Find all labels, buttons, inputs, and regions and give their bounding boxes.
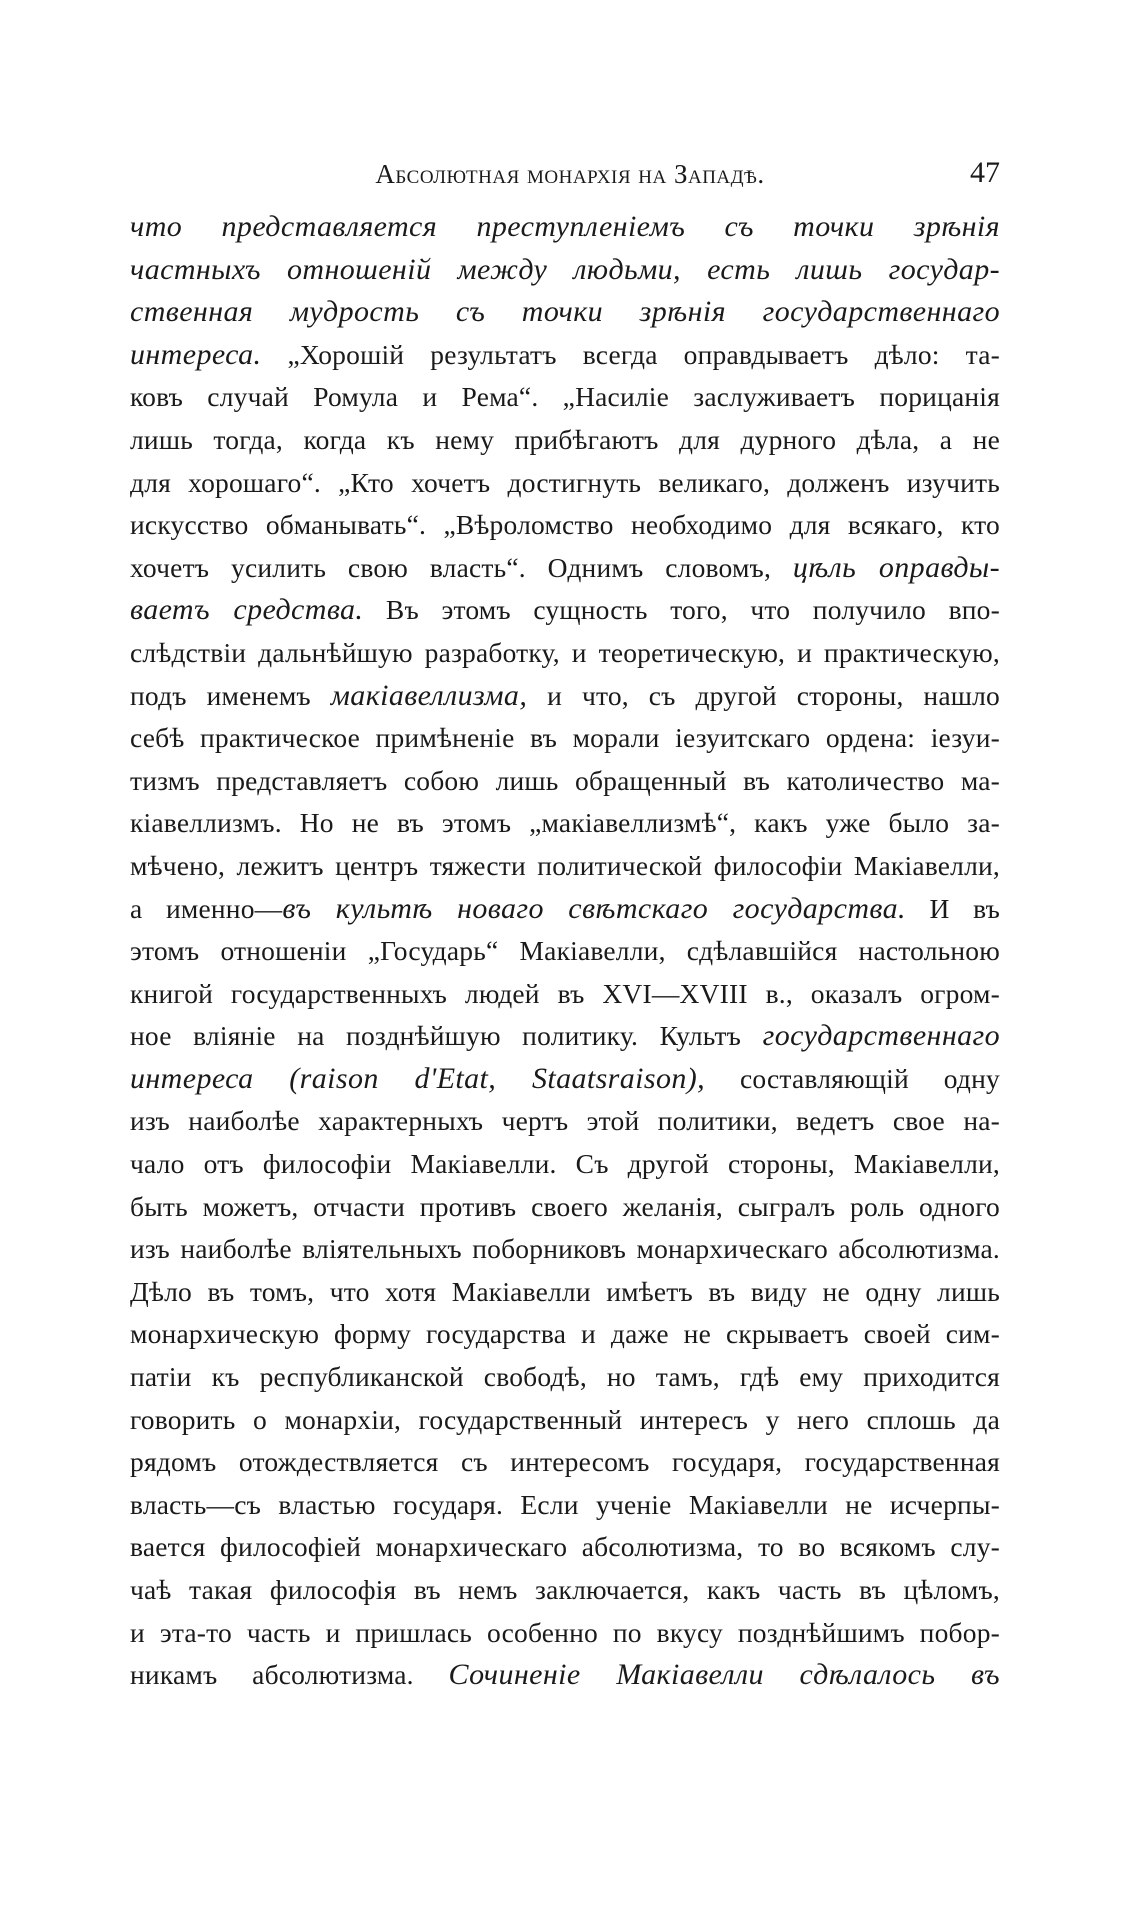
text-line bbox=[130, 291, 1000, 334]
text-line bbox=[130, 419, 1000, 462]
text-line bbox=[130, 930, 1000, 973]
body-text bbox=[130, 206, 1000, 1697]
text-line bbox=[130, 1612, 1000, 1655]
italic-segment: интереса (raison d'Etat, Staatsraison), bbox=[130, 1061, 706, 1095]
text-line bbox=[130, 1228, 1000, 1271]
text-segment: этомъ отношеніи „Государь“ Макіавелли, сдѣлавшійся настольною bbox=[130, 935, 1000, 967]
text-segment: и эта-то часть и пришлась особенно по вкусу позднѣйшимъ побор- bbox=[130, 1616, 1000, 1648]
text-segment: чаѣ такая философія въ немъ заключается, какъ часть въ цѣломъ, bbox=[130, 1574, 1000, 1605]
text-segment: монархическую форму государства и даже не скрываетъ своей сим- bbox=[130, 1318, 1000, 1350]
text-segment: вается философіей монархическаго абсолютизма, то во всякомъ слу- bbox=[130, 1531, 1000, 1563]
text-line bbox=[130, 462, 1000, 505]
text-segment: а именно— bbox=[130, 892, 283, 924]
text-line bbox=[130, 547, 1000, 590]
text-line bbox=[130, 802, 1000, 845]
text-segment: никамъ абсолютизма. bbox=[130, 1659, 449, 1691]
text-segment: ковъ случай Ромула и Рема“. „Насиліе заслуживаетъ порицанія bbox=[130, 381, 1000, 413]
italic-segment: что представляется преступленіемъ съ точки зрѣнія bbox=[130, 210, 1000, 243]
text-line bbox=[130, 1441, 1000, 1484]
text-segment: хочетъ усилить свою власть“. Однимъ словомъ, bbox=[130, 551, 793, 583]
text-line bbox=[130, 717, 1000, 760]
italic-segment: интереса. bbox=[130, 337, 262, 371]
text-line bbox=[130, 760, 1000, 803]
text-line bbox=[130, 1058, 1000, 1101]
text-line bbox=[130, 334, 1000, 377]
text-line bbox=[130, 206, 1000, 249]
text-segment: книгой государственныхъ людей въ XVI—XVIII в., оказалъ огром- bbox=[130, 977, 1000, 1009]
text-line bbox=[130, 1015, 1000, 1058]
text-line bbox=[130, 1356, 1000, 1399]
text-line bbox=[130, 1569, 1000, 1612]
text-line bbox=[130, 1143, 1000, 1186]
text-line bbox=[130, 845, 1000, 888]
text-segment: Дѣло въ томъ, что хотя Макіавелли имѣетъ въ виду не одну лишь bbox=[130, 1275, 1000, 1307]
text-line bbox=[130, 589, 1000, 632]
page-header bbox=[130, 150, 1000, 190]
text-segment: искусство обманывать“. „Вѣроломство необходимо для всякаго, кто bbox=[130, 509, 1000, 541]
page-number: 47 bbox=[970, 156, 1000, 189]
italic-segment: макіавеллизма, bbox=[330, 678, 528, 712]
italic-segment: Сочиненіе Макіавелли сдѣлалось въ bbox=[448, 1658, 1001, 1692]
text-segment: Въ этомъ сущность того, что получило впо- bbox=[363, 594, 1000, 626]
italic-segment: цѣль оправды- bbox=[792, 550, 1001, 584]
text-line bbox=[130, 888, 1000, 931]
text-segment: составляющій одну bbox=[705, 1062, 1000, 1094]
text-line bbox=[130, 249, 1000, 292]
text-segment: тизмъ представляетъ собою лишь обращенный въ католичество ма- bbox=[130, 764, 1000, 796]
italic-segment: ственная мудрость съ точки зрѣнія государственнаго bbox=[130, 295, 1000, 329]
text-segment: ное вліяніе на позднѣйшую политику. Культъ bbox=[130, 1020, 763, 1052]
text-segment: изъ наиболѣе вліятельныхъ поборниковъ монархическаго абсолютизма. bbox=[130, 1233, 1000, 1265]
text-segment: И въ bbox=[905, 892, 1000, 924]
italic-segment: государственнаго bbox=[762, 1019, 1000, 1053]
italic-segment: въ культѣ новаго свѣтскаго государства. bbox=[282, 891, 906, 925]
text-segment: власть—съ властью государя. Если ученіе Макіавелли не исчерпы- bbox=[130, 1488, 1000, 1520]
text-segment: себѣ практическое примѣненіе въ морали іезуитскаго ордена: іезуи- bbox=[130, 722, 1000, 754]
text-segment: патіи къ республиканской свободѣ, но тамъ, гдѣ ему приходится bbox=[130, 1361, 1000, 1393]
text-segment: и что, съ другой стороны, нашло bbox=[527, 679, 1000, 711]
text-line bbox=[130, 1526, 1000, 1569]
text-segment: кіавеллизмъ. Но не въ этомъ „макіавеллизмѣ“, какъ уже было за- bbox=[130, 807, 1000, 839]
text-line bbox=[130, 632, 1000, 675]
text-segment: „Хорошій результатъ всегда оправдываетъ дѣло: та- bbox=[261, 338, 1000, 370]
text-segment: лишь тогда, когда къ нему прибѣгаютъ для дурного дѣла, а не bbox=[130, 423, 1000, 455]
text-line bbox=[130, 1313, 1000, 1356]
text-segment: мѣчено, лежитъ центръ тяжести политической философіи Макіавелли, bbox=[130, 849, 1000, 881]
text-segment: слѣдствіи дальнѣйшую разработку, и теоретическую, и практическую, bbox=[130, 636, 1000, 668]
text-segment: подъ именемъ bbox=[130, 679, 331, 711]
text-line bbox=[130, 376, 1000, 419]
italic-segment: частныхъ отношеній между людьми, есть лишь государ- bbox=[130, 252, 1000, 286]
text-line bbox=[130, 1186, 1000, 1229]
italic-segment: ваетъ средства. bbox=[130, 593, 364, 627]
text-line bbox=[130, 1399, 1000, 1442]
text-line bbox=[130, 1271, 1000, 1314]
text-segment: говорить о монархіи, государственный интересъ у него сплошь да bbox=[130, 1403, 1000, 1435]
text-line bbox=[130, 504, 1000, 547]
text-segment: быть можетъ, отчасти противъ своего желанія, сыгралъ роль одного bbox=[130, 1190, 1000, 1222]
text-segment: чало отъ философіи Макіавелли. Съ другой стороны, Макіавелли, bbox=[130, 1148, 1000, 1180]
text-segment: рядомъ отождествляется съ интересомъ государя, государственная bbox=[130, 1446, 1000, 1478]
text-segment: для хорошаго“. „Кто хочетъ достигнуть великаго, долженъ изучить bbox=[130, 466, 1000, 498]
text-line bbox=[130, 1654, 1000, 1697]
text-segment: изъ наиболѣе характерныхъ чертъ этой политики, ведетъ свое на- bbox=[130, 1105, 1000, 1137]
text-line bbox=[130, 973, 1000, 1016]
running-title: Абсолютная монархія на Западѣ. bbox=[375, 159, 765, 189]
text-line bbox=[130, 1100, 1000, 1143]
text-line bbox=[130, 675, 1000, 718]
text-line bbox=[130, 1484, 1000, 1527]
